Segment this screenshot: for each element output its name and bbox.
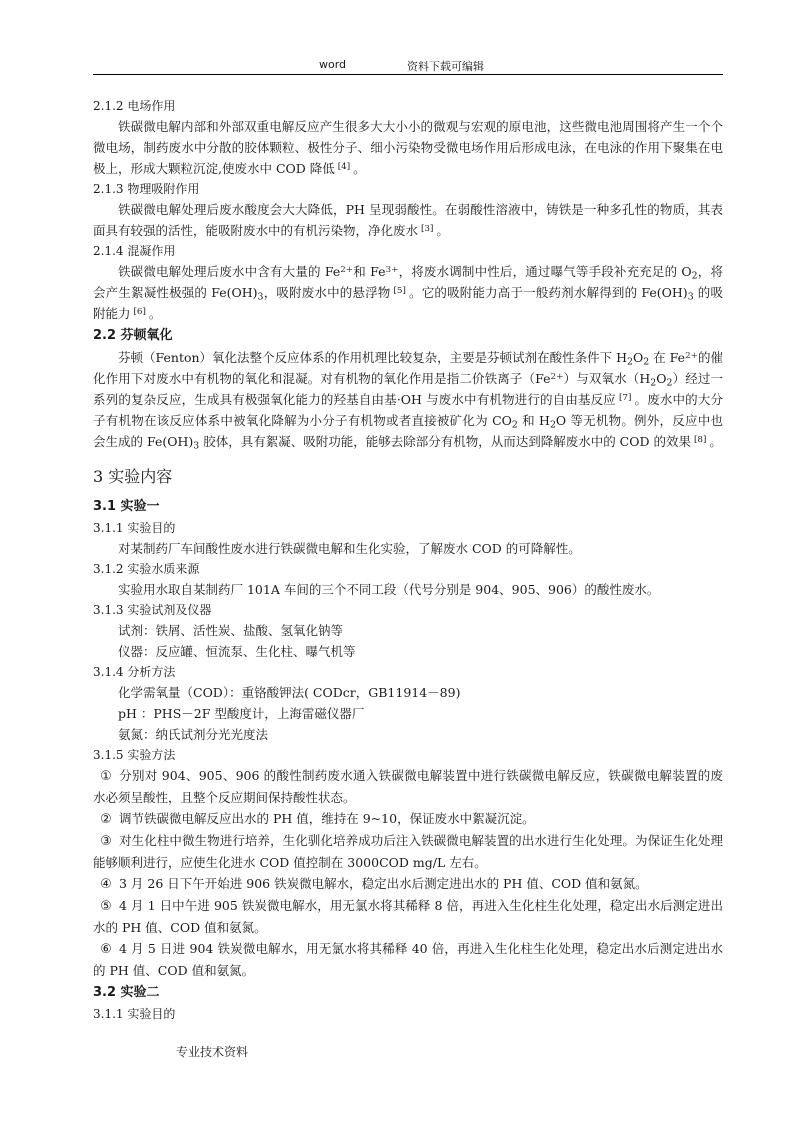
step-item: ⑥ 4 月 5 日进 904 铁炭微电解水，用无氯水将其稀释 40 倍，再进入生化柱生化处理，稳定出水后测定进出水的 PH 值、COD 值和氨氮。	[93, 941, 723, 978]
heading-3-1-4: 3.1.4 分析方法	[93, 665, 176, 679]
paragraph-2-2: 芬顿（Fenton）氧化法整个反应体系的作用机理比较复杂，主要是芬顿试剂在酸性条件下 $H_2O_2$ 在 $Fe^{2+}$的催化作用下对废水中有机物的氧化和混凝。对有机物的氧化作用是指二价铁离子$(Fe^{2+})$与双氧水$(H_2O_2)$经过一系列的复杂反应，生成具有极强氧化能力的羟基自由基·OH 与废水中有机物进行的自由基反应 [7] 。废水中的大分子有机物在该反应体系中被氧化降解为小分子有机物或者直接被矿化为 $CO_2$ 和 $H_2O$ 等无机物。例外，反应中也会生成的 $Fe(OH)_3$ 胶体，具有絮凝、吸附功能，能够去除部分有机物，从而达到降解废水中的 COD 的效果 [8] 。	[93, 350, 723, 452]
step-item: ④ 3 月 26 日下午开始进 906 铁炭微电解水，稳定出水后测定进出水的 PH 值、COD 值和氨氮。	[93, 873, 723, 895]
header-left-text: word	[319, 58, 347, 71]
header-right-text: 资料下载可编辑	[407, 60, 484, 73]
heading-3-1-5: 3.1.5 实验方法	[93, 748, 176, 762]
heading-3-1: 3.1 实验一	[93, 499, 160, 514]
paragraph-2-1-4: 铁碳微电解处理后废水中含有大量的 $Fe^{2+}$和 $Fe^{3+}$，将废水调制中性后，通过曝气等手段补充充足的 $O_2$，将会产生絮凝性极强的 $Fe(OH)_3$，吸附废水中的悬浮物 [5] 。它的吸附能力高于一般药剂水解得到的 $Fe(OH)_3$ 的吸附能力 [6] 。	[93, 264, 723, 321]
page-header	[93, 58, 723, 75]
step-number: ⑥	[100, 942, 112, 957]
citation: [5]	[393, 286, 406, 297]
step-number: ①	[100, 769, 112, 784]
page-footer: 专业技术资料	[176, 1045, 249, 1059]
method-ph-line: pH ：PHS－2F 型酸度计，上海雷磁仪器厂	[118, 706, 365, 721]
paragraph-3-1-1: 对某制药厂车间酸性废水进行铁碳微电解和生化实验，了解废水 COD 的可降解性。	[118, 541, 581, 556]
paragraph-2-1-3: 铁碳微电解处理后废水酸度会大大降低，PH 呈现弱酸性。在弱酸性溶液中，铸铁是一种多孔性的物质，其表面具有较强的活性，能吸附废水中的有机污染物，净化废水 [3] 。	[93, 202, 723, 238]
document-body	[93, 96, 723, 1024]
instruments-line: 仪器：反应罐、恒流泵、生化柱、曝气机等	[118, 644, 356, 659]
heading-3-1-1: 3.1.1 实验目的	[93, 521, 176, 535]
step-number: ④	[100, 877, 112, 892]
citation: [3]	[421, 224, 434, 235]
method-ammonia-line: 氨氮：纳氏试剂分光光度法	[118, 727, 269, 742]
heading-3-1-2: 3.1.2 实验水质来源	[93, 562, 200, 576]
paragraph-2-1-2: 铁碳微电解内部和外部双重电解反应产生很多大大小小的微观与宏观的原电池，这些微电池周围将产生一个个微电场，制药废水中分散的胶体颗粒、极性分子、细小污染物受微电场作用后形成电泳，在电泳的作用下聚集在电极上，形成大颗粒沉淀,使废水中 COD 降低 [4] 。	[93, 119, 723, 176]
citation: [7]	[618, 393, 632, 404]
heading-2-1-2: 2.1.2 电场作用	[93, 99, 176, 113]
reagents-line: 试剂：铁屑、活性炭、盐酸、氢氧化钠等	[118, 623, 344, 638]
method-cod-line: 化学需氧量（COD）：重铬酸钾法( CODcr，GB11914－89)	[118, 685, 461, 700]
step-number: ⑤	[100, 899, 112, 914]
heading-3-2: 3.2 实验二	[93, 985, 160, 1000]
heading-2-1-3: 2.1.3 物理吸附作用	[93, 182, 200, 196]
step-item: ① 分别对 904、905、906 的酸性制药废水通入铁碳微电解装置中进行铁碳微电解反应，铁碳微电解装置的废水必须呈酸性，且整个反应期间保持酸性状态。	[93, 768, 723, 805]
step-item: ⑤ 4 月 1 日中午进 905 铁炭微电解水，用无氯水将其稀释 8 倍，再进入生化柱生化处理，稳定出水后测定进出水的 PH 值、COD 值和氨氮。	[93, 898, 723, 935]
paragraph-3-1-2: 实验用水取自某制药厂 101A 车间的三个不同工段（代号分别是 904、905、906）的酸性废水。	[118, 582, 660, 597]
step-item: ② 调节铁碳微电解反应出水的 PH 值，维持在 9~10，保证废水中絮凝沉淀。	[93, 808, 723, 830]
step-item: ③ 对生化柱中微生物进行培养，生化驯化培养成功后注入铁碳微电解装置的出水进行生化处理。为保证生化处理能够顺利进行，应使生化进水 COD 值控制在 3000COD mg/L 左右。	[93, 833, 723, 870]
heading-2-2: 2.2 芬顿氧化	[93, 328, 173, 343]
citation: [4]	[337, 162, 351, 173]
citation: [8]	[694, 435, 707, 446]
heading-3-2-1: 3.1.1 实验目的	[93, 1007, 176, 1021]
heading-2-1-4: 2.1.4 混凝作用	[93, 244, 176, 258]
heading-3-1-3: 3.1.3 实验试剂及仪器	[93, 603, 212, 617]
step-number: ②	[100, 812, 112, 827]
heading-3: 3 实验内容	[93, 467, 173, 486]
step-number: ③	[100, 834, 112, 849]
citation: [6]	[133, 307, 146, 318]
